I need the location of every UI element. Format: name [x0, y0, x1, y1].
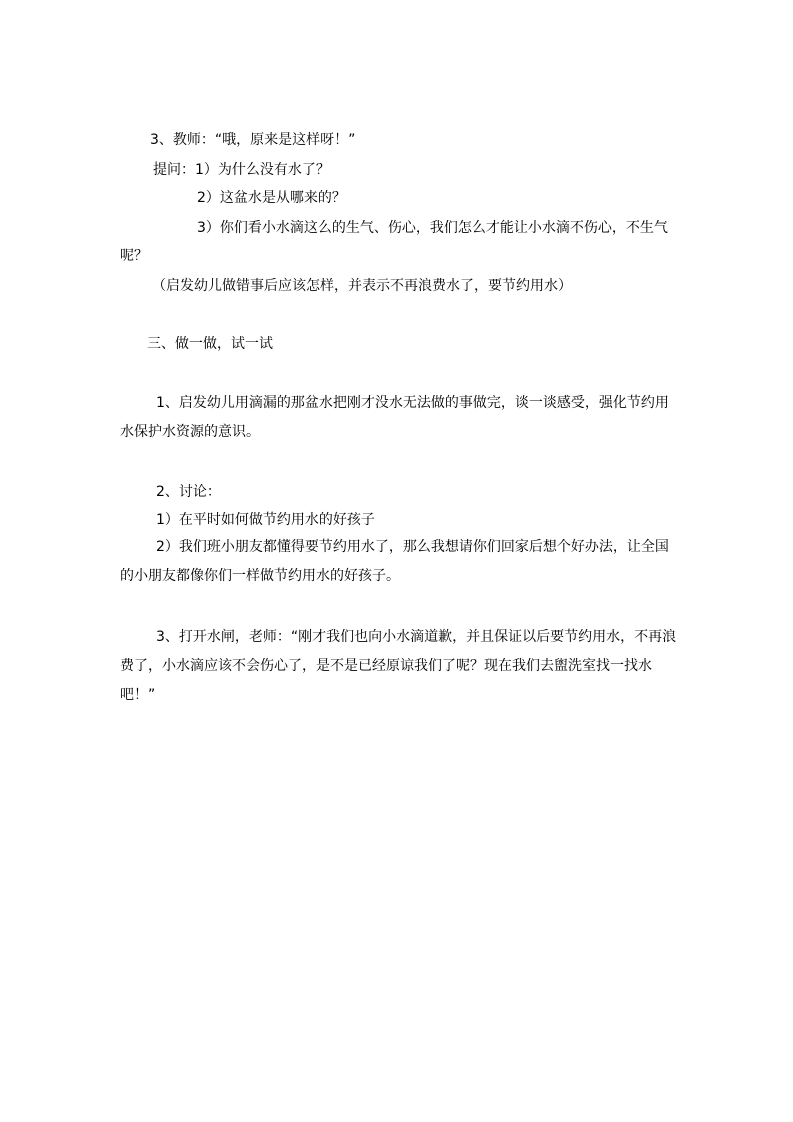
teacher-line: 3、教师：“哦，原来是这样呀！”	[150, 132, 356, 148]
question-3-line-1: 3）你们看小水滴这么的生气、伤心，我们怎么才能让小水滴不伤心，不生气	[197, 220, 668, 236]
section-three-title: 三、做一做，试一试	[147, 336, 273, 352]
item-2-title: 2、讨论：	[156, 484, 221, 500]
question-1: 提问：1）为什么没有水了？	[153, 162, 330, 178]
item-3-paragraph: 3、打开水闸，老师：“刚才我们也向小水滴道歉，并且保证以后要节约用水，不再浪费了，小水滴应该不会伤心了，是不是已经原谅我们了呢？现在我们去盥洗室找一找水吧！”	[120, 629, 677, 703]
item-2-sub-1: 1）在平时如何做节约用水的好孩子	[156, 512, 375, 528]
question-2: 2）这盆水是从哪来的？	[197, 190, 346, 206]
teaching-hint: （启发幼儿做错事后应该怎样，并表示不再浪费水了，要节约用水）	[152, 278, 572, 294]
item-1-paragraph: 1、启发幼儿用滴漏的那盆水把刚才没水无法做的事做完，谈一谈感受，强化节约用水保护水资源的意识。	[120, 395, 669, 440]
question-3-line-2: 呢？	[120, 248, 148, 264]
item-2-sub-2-paragraph: 2）我们班小朋友都懂得要节约用水了，那么我想请你们回家后想个好办法，让全国的小朋友都像你们一样做节约用水的好孩子。	[120, 539, 669, 584]
